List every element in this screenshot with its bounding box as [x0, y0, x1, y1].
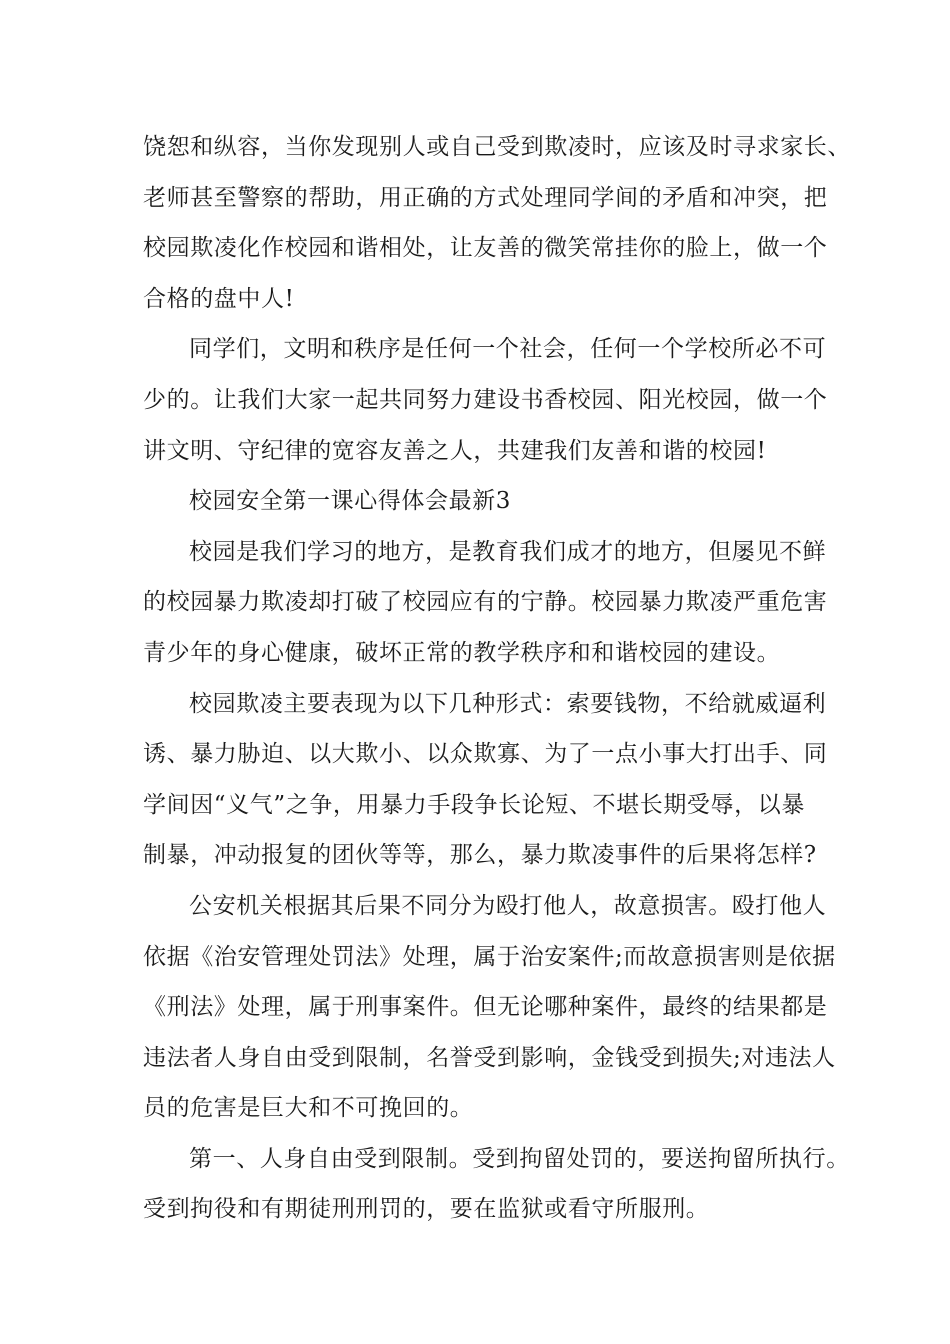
text-line: 合格的盘中人! — [143, 285, 295, 312]
text-line: 违法者人身自由受到限制，名誉受到影响，金钱受到损失;对违法人 — [143, 1044, 836, 1071]
text-line: 饶恕和纵容，当你发现别人或自己受到欺凌时，应该及时寻求家长、 — [143, 134, 851, 160]
text-line: 受到拘役和有期徒刑刑罚的，要在监狱或看守所服刑。 — [143, 1196, 710, 1223]
paragraph-first-line: 同学们，文明和秩序是任何一个社会，任何一个学校所必不可 — [189, 336, 827, 363]
text-line: 制暴，冲动报复的团伙等等，那么，暴力欺凌事件的后果将怎样? — [143, 842, 817, 869]
paragraph-first-line: 校园欺凌主要表现为以下几种形式：索要钱物，不给就威逼利 — [189, 690, 827, 717]
text-line: 学间因“义气”之争，用暴力手段争长论短、不堪长期受辱，以暴 — [143, 791, 805, 818]
text-line: 《刑法》处理，属于刑事案件。但无论哪种案件，最终的结果都是 — [143, 994, 828, 1021]
text-line: 员的危害是巨大和不可挽回的。 — [143, 1095, 474, 1122]
text-line: 诱、暴力胁迫、以大欺小、以众欺寡、为了一点小事大打出手、同 — [143, 741, 828, 768]
paragraph-first-line: 第一、人身自由受到限制。受到拘留处罚的，要送拘留所执行。 — [189, 1145, 850, 1172]
paragraph-first-line: 校园是我们学习的地方，是教育我们成才的地方，但屡见不鲜 — [189, 538, 827, 565]
text-line: 少的。让我们大家一起共同努力建设书香校园、阳光校园，做一个 — [143, 386, 828, 413]
text-line: 校园欺凌化作校园和谐相处，让友善的微笑常挂你的脸上，做一个 — [143, 235, 828, 262]
text-line: 老师甚至警察的帮助，用正确的方式处理同学间的矛盾和冲突，把 — [143, 184, 828, 211]
paragraph-first-line: 公安机关根据其后果不同分为殴打他人，故意损害。殴打他人 — [189, 892, 827, 919]
text-line: 的校园暴力欺凌却打破了校园应有的宁静。校园暴力欺凌严重危害 — [143, 589, 828, 616]
section-heading: 校园安全第一课心得体会最新3 — [189, 488, 512, 515]
text-line: 依据《治安管理处罚法》处理，属于治安案件;而故意损害则是依据 — [143, 943, 836, 970]
text-line: 讲文明、守纪律的宽容友善之人，共建我们友善和谐的校园! — [143, 437, 767, 464]
text-line: 青少年的身心健康，破坏正常的教学秩序和和谐校园的建设。 — [143, 639, 781, 666]
document-body — [143, 122, 851, 1235]
